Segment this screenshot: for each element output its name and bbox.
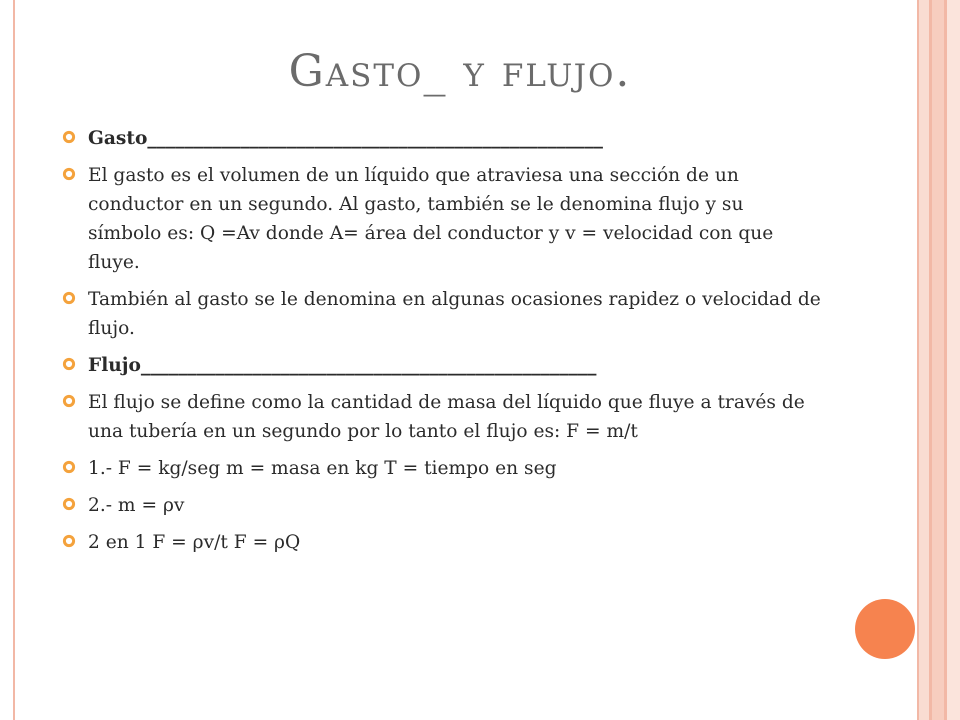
ring-bullet-icon <box>62 291 76 305</box>
decorative-stripes <box>919 0 960 720</box>
ring-bullet-icon <box>62 167 76 181</box>
list-item <box>62 528 822 557</box>
ring-bullet-icon <box>62 534 76 548</box>
ring-bullet-icon <box>62 357 76 371</box>
ring-bullet-icon <box>62 394 76 408</box>
ring-bullet-icon <box>62 497 76 511</box>
gasto-note: También al gasto se le denomina en algunas ocasiones rapidez o velocidad de flujo. <box>88 289 821 339</box>
list-item <box>62 491 822 520</box>
list-item <box>62 388 822 446</box>
list-item <box>62 161 822 277</box>
bullet-list <box>62 124 822 565</box>
list-item <box>62 351 822 380</box>
stripe <box>919 0 929 720</box>
heading-flujo: Flujo_________________________________________________ <box>88 355 597 376</box>
orange-circle-decoration <box>855 599 915 659</box>
gasto-definition: El gasto es el volumen de un líquido que atraviesa una sección de un conductor en un segundo. Al gasto, también se le denomina flujo y su símbolo es: Q =Av donde A= área del conductor y v = velocidad con que fluye. <box>88 165 774 273</box>
slide-title: Gasto_ y flujo. <box>288 46 632 97</box>
heading-gasto: Gasto_________________________________________________ <box>88 128 603 149</box>
list-item <box>62 454 822 483</box>
formula-1: 1.- F = kg/seg m = masa en kg T = tiempo en seg <box>88 458 557 479</box>
stripe <box>932 0 944 720</box>
list-item <box>62 285 822 343</box>
list-item <box>62 124 822 153</box>
formula-combined: 2 en 1 F = ρv/t F = ρQ <box>88 532 301 553</box>
formula-2: 2.- m = ρv <box>88 495 185 516</box>
ring-bullet-icon <box>62 460 76 474</box>
stripe <box>947 0 960 720</box>
flujo-definition: El flujo se define como la cantidad de masa del líquido que fluye a través de una tubería en un segundo por lo tanto el flujo es: F = m/t <box>88 392 805 442</box>
ring-bullet-icon <box>62 130 76 144</box>
